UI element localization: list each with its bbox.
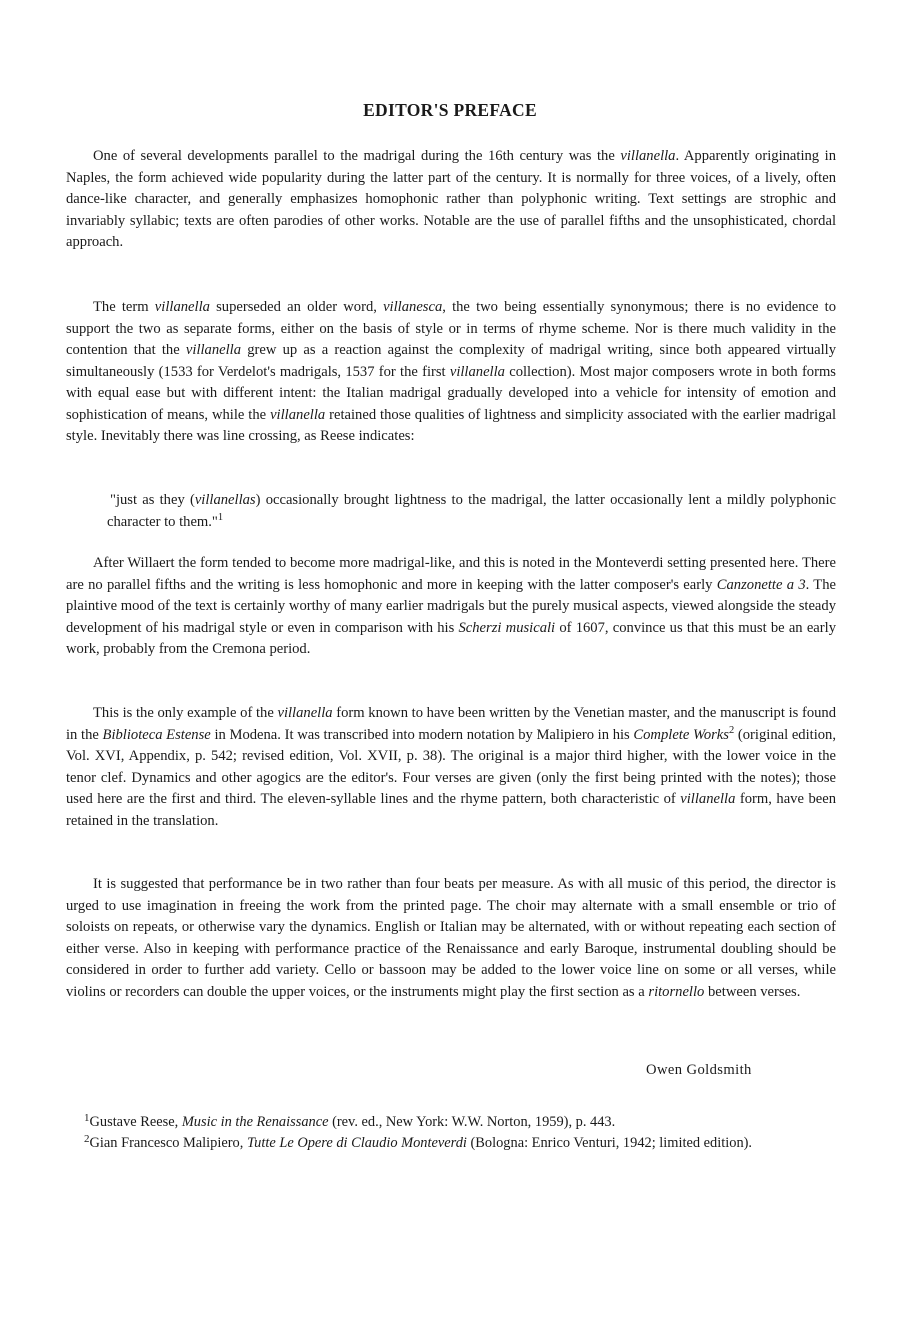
italic-title: Tutte Le Opere di Claudio Monteverdi [246,1135,467,1151]
text-run: . The plaintive mood of the text is certainly worthy of many earlier madrigals but the purely musical aspects, viewed alongside the steady development of his madrigal style or even in comparison with his [66,576,836,636]
footnote-1 [84,1112,836,1133]
text-run: (Bologna: Enrico Venturi, 1942; limited edition). [466,1135,753,1151]
paragraph-3 [66,553,836,661]
paragraph-2 [66,297,836,448]
footnote-number: 2 [84,1133,90,1145]
text-run: The term [93,299,155,315]
paragraph-1 [66,146,836,254]
italic-term: villanella [680,791,736,807]
italic-term: villanella [449,363,505,380]
paragraph-4 [66,703,836,832]
text-run: grew up as a reaction against the complexity of madrigal writing, since both appeared virtually simultaneously (1533 for Verdelot's madrigals, 1537 for the first [66,342,836,380]
italic-term: villanella [620,148,676,164]
page-title: EDITOR'S PREFACE [363,100,537,120]
italic-title: Biblioteca Estense [102,726,211,743]
text-run: One of several developments parallel to the madrigal during the 16th century was the [93,148,621,164]
text-run: retained those qualities of lightness and simplicity associated with the earlier madrigal style. Inevitably there was line crossing, as Reese indicates: [66,406,836,444]
text-run: collection). Most major composers wrote in both forms with equal ease but with different intent: the Italian madrigal gradually developed into a vehicle for intensity of emotion and sophistication of means, while the [66,363,836,423]
footnote-number: 1 [84,1112,90,1124]
italic-term: villanella [185,342,242,358]
text-run: Gustave Reese, [89,1114,182,1130]
footnote-2 [84,1133,836,1154]
italic-title: Scherzi musicali [458,619,556,636]
italic-term: villanellas [194,492,256,508]
italic-term: villanella [277,705,333,721]
text-run: (original edition, Vol. XVI, Appendix, p. 542; revised edition, Vol. XVII, p. 38). The original is a major third higher, with the lower voice in the tenor clef. Dynamics and other agogics are the editor's. Four verses are given (only the first being printed with the notes); those used here are the first and third. The eleven-syllable lines and the rhyme pattern, both characteristic of [66,726,836,807]
italic-term: villanella [154,299,210,315]
text-run: between verses. [704,983,801,1000]
text-run: of 1607, convince us that this must be an early work, probably from the Cremona period. [66,619,836,657]
footnote-ref-2[interactable]: 2 [728,724,735,736]
text-run: "just as they ( [110,492,195,508]
text-run: , the two being essentially synonymous; there is no evidence to support the two as separate forms, either on the basis of style or in terms of rhyme scheme. Nor is there much validity in the contention that the [66,299,837,358]
text-run: ) occasionally brought lightness to the madrigal, the latter occasionally lent a mildly polyphonic character to them." [107,492,836,530]
text-run: (rev. ed., New York: W.W. Norton, 1959), p. 443. [328,1114,616,1130]
italic-title: Music in the Renaissance [181,1114,329,1130]
text-run: After Willaert the form tended to become more madrigal-like, and this is noted in the Monteverdi setting presented here. There are no parallel fifths and the writing is less homophonic and more in keeping with the latter composer's early [66,555,836,593]
text-run: form, have been retained in the translation. [66,791,836,829]
text-run: in Modena. It was transcribed into modern notation by Malipiero in his [210,726,634,743]
footnote-ref-1[interactable]: 1 [217,511,224,523]
text-run: form known to have been written by the Venetian master, and the manuscript is found in the [66,705,837,743]
text-run: superseded an older word, [209,299,384,315]
paragraph-5 [66,874,836,1003]
italic-term: villanella [270,406,326,423]
text-run: This is the only example of the [93,705,278,721]
text-run: Gian Francesco Malipiero, [89,1135,247,1151]
italic-term: ritornello [648,983,705,1000]
block-quote [107,490,836,533]
author-signature: Owen Goldsmith [646,1062,752,1078]
italic-title: Complete Works [633,726,729,743]
footnotes [84,1112,836,1154]
italic-term: villanesca [383,299,443,315]
text-run: It is suggested that performance be in two rather than four beats per measure. As with all music of this period, the director is urged to use imagination in freeing the work from the printed page. The choir may alternate with a small ensemble or trio of soloists on repeats, or otherwise vary the dynamics. English or Italian may be alternated, with or without repeating each section of either verse. Also in keeping with performance practice of the Renaissance and early Baroque, instrumental doubling should be considered in order to further add variety. Cello or bassoon may be added to the lower voice line on some or all verses, while violins or recorders can double the upper voices, or the instruments might play the first section as a [66,876,836,1000]
text-run: . Apparently originating in Naples, the form achieved wide popularity during the latter part of the century. It is normally for three voices, of a lively, often dance-like character, and generally emphasizes homophonic rather than polyphonic writing. Text settings are strophic and invariably syllabic; texts are often parodies of other works. Notable are the use of parallel fifths and the unsophisticated, chordal approach. [66,148,836,250]
italic-title: Canzonette a 3 [716,576,806,593]
